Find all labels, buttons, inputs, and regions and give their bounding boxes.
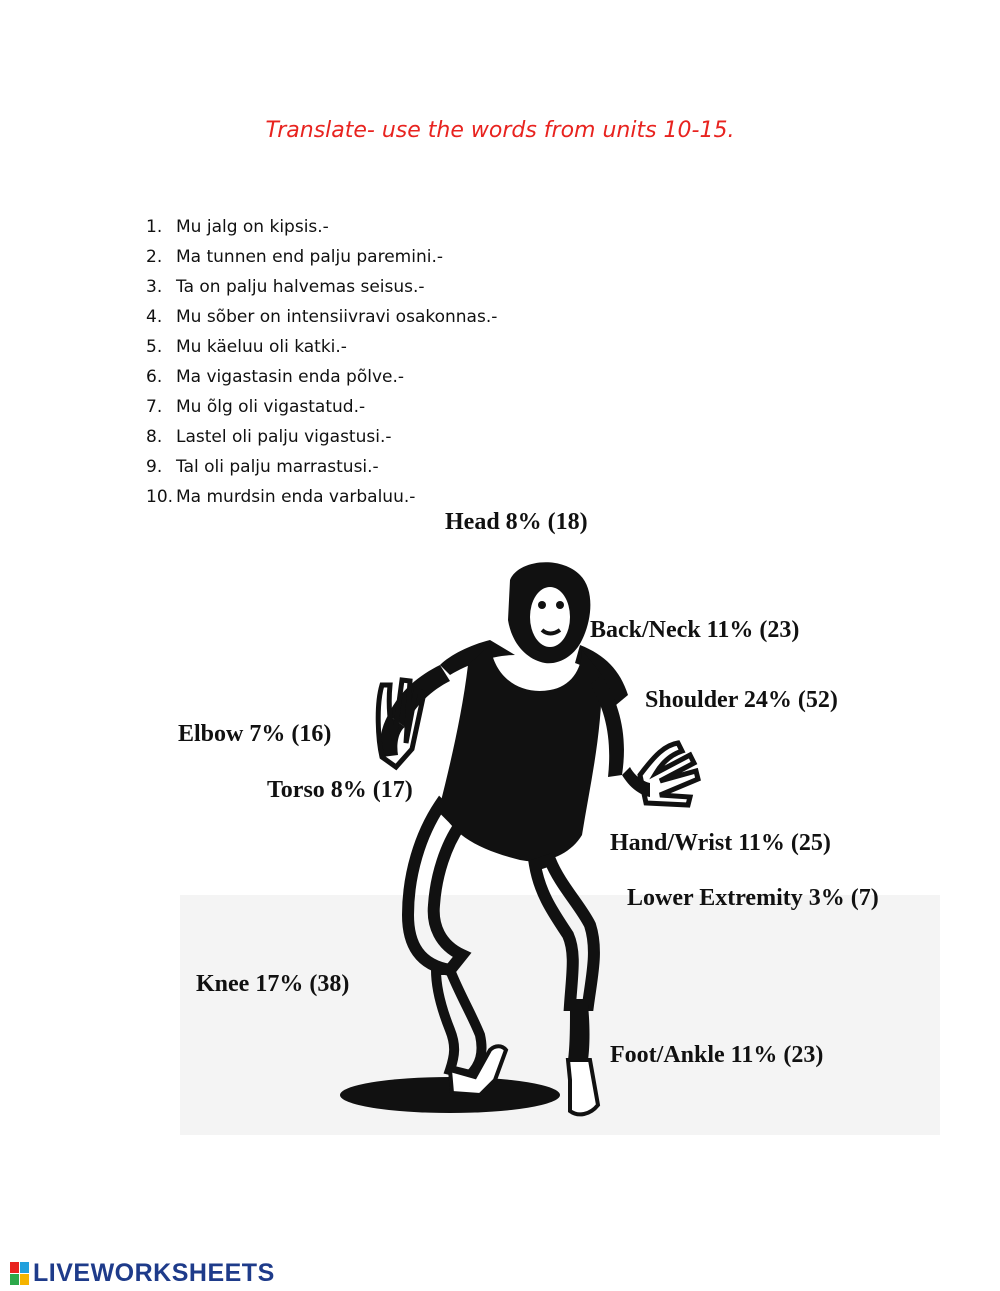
item-text: Ta on palju halvemas seisus.-: [176, 277, 425, 297]
item-number: 6.: [146, 367, 163, 387]
list-item: [146, 272, 497, 302]
wrestler-injury-figure: [150, 505, 950, 1145]
item-text: Ma tunnen end palju paremini.-: [176, 247, 443, 267]
label-hand-wrist: Hand/Wrist 11% (25): [610, 830, 831, 856]
item-text: Mu sõber on intensiivravi osakonnas.-: [176, 307, 498, 327]
item-number: 2.: [146, 247, 163, 267]
logo-icon: [10, 1260, 30, 1286]
item-text: Mu käeluu oli katki.-: [176, 337, 347, 357]
label-torso: Torso 8% (17): [267, 777, 413, 803]
list-item: [146, 332, 497, 362]
worksheet-title: Translate- use the words from units 10-15.: [265, 118, 735, 143]
item-number: 1.: [146, 217, 163, 237]
label-elbow: Elbow 7% (16): [178, 721, 332, 747]
item-number: 7.: [146, 397, 163, 417]
label-back-neck: Back/Neck 11% (23): [590, 617, 800, 643]
label-knee: Knee 17% (38): [196, 971, 350, 997]
list-item: [146, 212, 497, 242]
list-item: [146, 302, 497, 332]
item-text: Mu jalg on kipsis.-: [176, 217, 329, 237]
wrestler-illustration: [150, 505, 950, 1145]
label-head: Head 8% (18): [445, 509, 588, 535]
item-number: 10.: [146, 487, 174, 507]
item-text: Mu õlg oli vigastatud.-: [176, 397, 366, 417]
item-number: 9.: [146, 457, 163, 477]
liveworksheets-logo: [10, 1258, 275, 1288]
list-item: [146, 392, 497, 422]
item-number: 4.: [146, 307, 163, 327]
item-text: Ma vigastasin enda põlve.-: [176, 367, 404, 387]
item-text: Lastel oli palju vigastusi.-: [176, 427, 392, 447]
item-number: 8.: [146, 427, 163, 447]
item-text: Ma murdsin enda varbaluu.-: [176, 487, 416, 507]
label-foot-ankle: Foot/Ankle 11% (23): [610, 1042, 824, 1068]
face-shape: [530, 587, 570, 647]
list-item: [146, 422, 497, 452]
list-item: [146, 362, 497, 392]
sentence-list: [146, 212, 497, 512]
logo-text: LIVEWORKSHEETS: [33, 1258, 275, 1287]
list-item: [146, 452, 497, 482]
label-lower-extremity: Lower Extremity 3% (7): [627, 885, 879, 911]
item-text: Tal oli palju marrastusi.-: [176, 457, 379, 477]
item-number: 5.: [146, 337, 163, 357]
label-shoulder: Shoulder 24% (52): [645, 687, 838, 713]
item-number: 3.: [146, 277, 163, 297]
list-item: [146, 242, 497, 272]
